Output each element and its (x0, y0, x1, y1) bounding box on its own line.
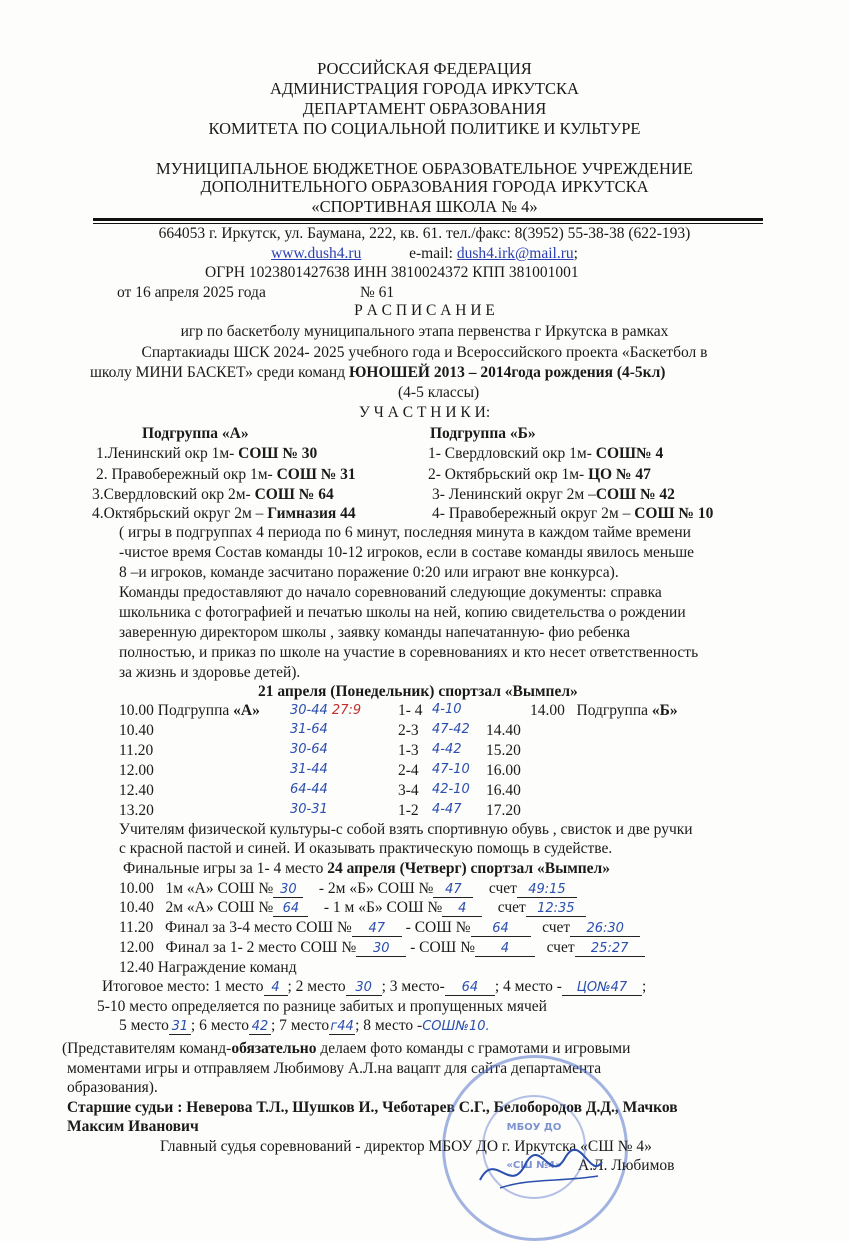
pair-b: 1-2 (398, 802, 419, 819)
handwritten-score: 26:30 (570, 921, 640, 937)
stamp-text: «СШ №4» (506, 1160, 562, 1171)
handwritten-team: 64 (471, 921, 531, 937)
group-a-item: 2. Правобережный окр 1м- СОШ № 31 (96, 466, 356, 483)
closing-line-3: образования). (67, 1079, 158, 1096)
intro-line-1: игр по баскетболу муниципального этапа первенства г Иркутска в рамках (180, 323, 669, 340)
email-label: e-mail: (409, 245, 453, 262)
finals-heading: Финальные игры за 1- 4 место 24 апреля (Четверг) спортзал «Вымпел» (123, 860, 611, 877)
time-a: 10.40 (119, 722, 154, 739)
closing-line-1: (Представителям команд-обязательно делаем фото команды с грамотами и игровыми (62, 1040, 631, 1057)
header-line-1: РОССИЙСКАЯ ФЕДЕРАЦИЯ (317, 59, 532, 78)
handwritten-place: 64 (445, 980, 495, 996)
intro-line-3 (90, 364, 665, 382)
intro-3b: ЮНОШЕЙ 2013 – 2014года рождения (4-5кл) (348, 364, 666, 381)
intro-line-2: Спартакиады ШСК 2024- 2025 учебного года и Всероссийского проекта «Баскетбол в (141, 344, 708, 361)
pair-b: 2-4 (398, 762, 419, 779)
org-line-1: МУНИЦИПАЛЬНОЕ БЮДЖЕТНОЕ ОБРАЗОВАТЕЛЬНОЕ УЧРЕЖДЕНИЕ (156, 159, 693, 178)
rules-line: 8 –и игроков, команде засчитано поражение 0:20 или играют вне конкурса). (119, 564, 619, 581)
handwritten-result-a: 64-44 (290, 782, 328, 797)
time-b: 17.20 (486, 802, 521, 819)
handwritten-result-a: 30-31 (290, 802, 328, 817)
final-places: Итоговое место: 1 место 4 ; 2 место 30 ; 3 место- 64 ; 4 место - ЦО№47 ; (102, 978, 647, 995)
day1-heading: 21 апреля (Понедельник) спортзал «Вымпел» (258, 683, 578, 700)
group-b-item: 2- Октябрьский окр 1м- ЦО № 47 (428, 466, 651, 483)
handwritten-score: 25:27 (575, 941, 645, 957)
group-a-item: 3.Свердловский окр 2м- СОШ № 64 (92, 486, 334, 503)
doc-title: Р А С П И С А Н И Е (354, 302, 495, 319)
final-row: 12.00 Финал за 1- 2 место СОШ № 30 - СОШ № 4 счет 25:27 (119, 939, 645, 957)
handwritten-result-b: 42-10 (432, 782, 470, 797)
docs-line: за жизнь и здоровье детей). (119, 664, 301, 681)
handwritten-team: 47 (433, 882, 473, 898)
email-tail: ; (573, 245, 578, 262)
places-note: 5-10 место определяется по разнице забитых и пропущенных мячей (97, 998, 547, 1015)
web-email-line (0, 245, 849, 263)
time-b: 16.40 (486, 782, 521, 799)
teacher-note-2: с красной пастой и синей. И оказывать практическую помощь в судействе. (119, 840, 613, 857)
doc-number: № 61 (360, 284, 395, 301)
rules-line: ( игры в подгруппах 4 периода по 6 минут, последняя минута в каждом тайме времени (119, 524, 691, 541)
closing-line-2: моментами игры и отправляем Любимову А.Л.на вацапт для сайта департамента (67, 1060, 602, 1077)
header-rule-thin (93, 223, 763, 224)
email-link[interactable]: dush4.irk@mail.ru (456, 245, 574, 262)
org-line-3: «СПОРТИВНАЯ ШКОЛА № 4» (311, 197, 538, 216)
schedule-row-1: 10.00 Подгруппа «А» (119, 702, 260, 719)
handwritten-place: 4 (264, 980, 288, 996)
participants-title: У Ч А С Т Н И К И: (358, 404, 491, 421)
header-line-4: КОМИТЕТА ПО СОЦИАЛЬНОЙ ПОЛИТИКЕ И КУЛЬТУРЕ (208, 119, 641, 138)
final-row: 10.40 2м «А» СОШ № 64 - 1 м «Б» СОШ № 4 счет 12:35 (119, 899, 586, 917)
handwritten-place: 42 (249, 1019, 271, 1035)
judges-line-2: Максим Иванович (67, 1118, 199, 1135)
handwritten-result-b: 47-10 (432, 762, 470, 777)
final-row: 11.20 Финал за 3-4 место СОШ № 47 - СОШ № 64 счет 26:30 (119, 919, 640, 937)
handwritten-result-a: 30-64 (290, 742, 328, 757)
pair-b: 1-3 (398, 742, 419, 759)
handwritten-team: 47 (352, 921, 402, 937)
header-line-2: АДМИНИСТРАЦИЯ ГОРОДА ИРКУТСКА (270, 79, 579, 98)
time-b: 16.00 (486, 762, 521, 779)
group-b-item: 3- Ленинский округ 2м –СОШ № 42 (432, 486, 675, 503)
time-a: 12.00 (119, 762, 154, 779)
website-link[interactable]: www.dush4.ru (271, 245, 362, 262)
group-a-title: Подгруппа «А» (142, 425, 249, 442)
award-line: 12.40 Награждение команд (119, 959, 297, 976)
group-b-title: Подгруппа «Б» (430, 425, 536, 442)
time-a: 13.20 (119, 802, 154, 819)
final-row: 10.00 1м «А» СОШ № 30 - 2м «Б» СОШ № 47 счет 49:15 (119, 880, 577, 898)
time-a: 11.20 (119, 742, 154, 759)
intro-line-4: (4-5 классы) (398, 384, 480, 401)
handwritten-team: 30 (273, 882, 303, 898)
intro-3a: школу МИНИ БАСКЕТ» среди команд (90, 364, 349, 381)
chief-judge-line: Главный судья соревнований - директор МБОУ ДО г. Иркутска «СШ № 4» (160, 1138, 652, 1155)
group-a-item: 1.Ленинский окр 1м- СОШ № 30 (96, 445, 318, 462)
header-rule-thick (93, 218, 763, 221)
group-b-item: 1- Свердловский окр 1м- СОШ№ 4 (428, 445, 664, 462)
handwritten-result-b: 47-42 (432, 722, 470, 737)
requisites-line: ОГРН 1023801427638 ИНН 3810024372 КПП 381001001 (205, 264, 579, 281)
address-line: 664053 г. Иркутск, ул. Баумана, 222, кв. 61. тел./факс: 8(3952) 55-38-38 (622-193) (158, 225, 691, 242)
handwritten-place: ЦО№47 (562, 980, 642, 996)
handwritten-team: 4 (475, 941, 535, 957)
chief-judge-name: А.Л. Любимов (578, 1157, 675, 1174)
handwritten-result-a: 31-44 (290, 762, 328, 777)
handwritten-score: 12:35 (526, 901, 586, 917)
docs-line: Команды предоставляют до начало соревнований следующие документы: справка (119, 584, 662, 601)
places-5-8: 5 место 31 ; 6 место 42 ; 7 местог44; 8 место -СОШ№10. (119, 1017, 490, 1034)
teacher-note-1: Учителям физической культуры-с собой взять спортивную обувь , свисток и две ручки (119, 821, 693, 838)
handwritten-result-b: 4-42 (432, 742, 462, 757)
rules-line: -чистое время Состав команды 10-12 игроков, если в составе команды явилось меньше (119, 544, 695, 561)
handwritten-team: 4 (442, 901, 482, 917)
handwritten-team: 30 (356, 941, 406, 957)
doc-date: от 16 апреля 2025 года (117, 284, 266, 301)
docs-line: школьника с фотографией и печатью школы на ней, копию свидетельства о рождении (119, 604, 686, 621)
pair-b: 3-4 (398, 782, 419, 799)
handwritten-team: 64 (273, 901, 308, 917)
docs-line: полностью, и приказ по школе на участие в соревнованиях и кто несет ответственность (119, 644, 699, 661)
judges-line-1: Старшие судьи : Неверова Т.Л., Шушков И., Чеботарев С.Г., Белобородов Д.Д., Мачков (67, 1099, 678, 1116)
docs-line: заверенную директором школы , заявку команды напечатанную- фио ребенка (119, 624, 630, 641)
handwritten-place: 31 (169, 1019, 191, 1035)
pair-b: 2-3 (398, 722, 419, 739)
group-a-item: 4.Октябрьский округ 2м – Гимназия 44 (92, 505, 356, 522)
time-a: 12.40 (119, 782, 154, 799)
stamp-text: МБОУ ДО (506, 1122, 562, 1133)
pair-b: 1- 4 (398, 702, 423, 719)
handwritten-score: 49:15 (517, 882, 577, 898)
group-b-start: 14.00 Подгруппа «Б» (530, 702, 678, 719)
handwritten-place: г44 (330, 1019, 354, 1034)
handwritten-place: СОШ№10. (422, 1019, 490, 1034)
time-b: 14.40 (486, 722, 521, 739)
time-b: 15.20 (486, 742, 521, 759)
handwritten-result-a: 30-44 27:9 (290, 703, 362, 718)
handwritten-place: 30 (346, 980, 382, 996)
group-b-item: 4- Правобережный округ 2м – СОШ № 10 (432, 505, 714, 522)
signature (470, 1140, 610, 1200)
header-line-3: ДЕПАРТАМЕНТ ОБРАЗОВАНИЯ (302, 99, 547, 118)
handwritten-result-b: 4-10 (432, 702, 462, 717)
org-line-2: ДОПОЛНИТЕЛЬНОГО ОБРАЗОВАНИЯ ГОРОДА ИРКУТСКА (200, 177, 649, 196)
handwritten-result-b: 4-47 (432, 802, 462, 817)
handwritten-result-a: 31-64 (290, 722, 328, 737)
